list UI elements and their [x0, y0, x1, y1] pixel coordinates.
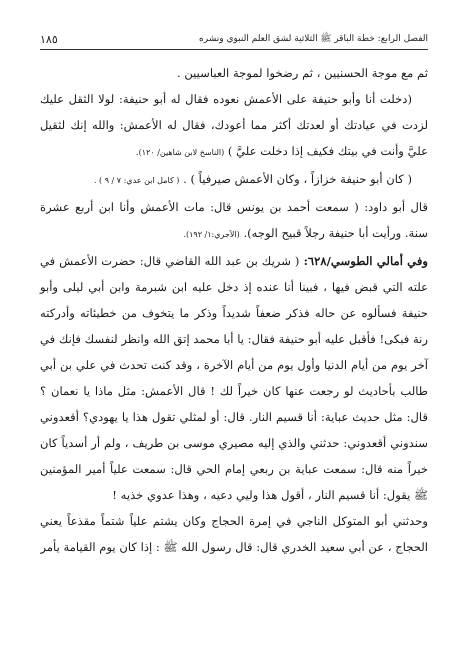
citation-reference: (الآجري:١/ ١٩٢).	[183, 230, 240, 239]
paragraph	[40, 60, 428, 86]
paragraph-text: ( شريك بن عبد الله القاضي قال: حضرت الأعمش في علته التي قبض فيها ، فبينا أنا عنده إذ دخل عليه ابن شبرمة وابن أبي ليلى وأبو حنيفة فسألوه عن حاله فذكر ضعفاً شديداً وذكر ما يتخوف من خطيئاته وأدركته رنة فبكى! فأقبل عليه أبو حنيفة فقال: يا أبا محمد إتق الله وانظر لنفسك فإنك في آخر يوم من أيام الدنيا وأول يوم من أيام الآخرة ، وقد كنت تحدث في علي بن أبي طالب بأحاديث لو رجعت عنها كان خيراً لك ! قال الأعمش: مثل ماذا يا نعمان ؟ قال: مثل حديث عباية: أنا قسيم النار. قال: أو لمثلي تقول هذا يا يهودي؟ أقعدوني سندوني أقعدوني: حدثني والذي إليه مصيري موسى بن طريف ، ولم أر أسدياً كان خيراً منه قال: سمعت عباية بن ربعي إمام الحي قال: سمعت علياً أمير المؤمنين ﷺ يقول: أنا قسيم النار ، أقول هذا وليي دعيه ، وهذا عدوي خذيه !	[40, 254, 428, 502]
paragraph	[40, 194, 428, 248]
paragraph	[40, 166, 428, 194]
paragraph	[40, 248, 428, 508]
paragraph-text: (دخلت أنا وأبو حنيفة على الأعمش نعوده فقال له أبو حنيفة: لولا الثقل عليك لزدت في عيادتك أو لعدتك أكثر مما أعودك، فقال له الأعمش: والله إنك لثقيل عليَّ وأنت في بيتك فكيف إذا دخلت عليَّ )	[40, 92, 428, 158]
page-number: ١٨٥	[40, 33, 58, 46]
paragraph-text: وحدثني أبو المتوكل الناجي في إمرة الحجاج وكان يشتم علياً شتماً مقذعاً يعني الحجاج ، عن أبي سعيد الخدري قال: قال رسول الله ﷺ : إذا كان يوم القيامة يأمر	[40, 514, 428, 554]
running-header	[40, 24, 428, 46]
paragraph-text: ( كان أبو حنيفة خزازاً ، وكان الأعمش صيرفياً ) .	[179, 172, 412, 186]
paragraph	[40, 508, 428, 560]
citation-reference: ( كامل ابن عدي: ٧ / ٩ ) .	[93, 176, 180, 185]
source-lead: وفي أمالي الطوسي/٦٢٨:	[299, 254, 428, 268]
paragraph	[40, 86, 428, 166]
chapter-title: الفصل الرابع: خطة الباقر ﷺ الثلاثية لشق العلم النبوي ونشره	[199, 34, 428, 44]
paragraph-text: ثم مع موجة الحسنيين ، ثم رضخوا لموجة العباسيين .	[176, 66, 428, 80]
paragraph-text: قال أبو داود: ( سمعت أحمد بن يونس قال: مات الأعمش وأنا ابن أربع عشرة سنة. ورأيت أبا حنيفة رجلاً قبيح الوجه).	[40, 200, 428, 240]
body-text	[40, 60, 428, 560]
citation-reference: (الناسخ لابن شاهين/ ١٢٠).	[136, 148, 225, 157]
header-rule	[40, 49, 428, 50]
